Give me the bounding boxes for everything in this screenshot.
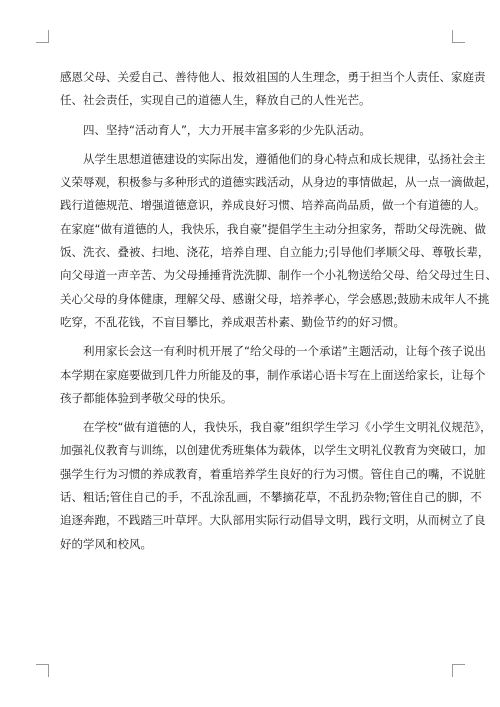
text-line: 追逐奔跑，不践踏三叶草坪。大队部用实际行动倡导文明，践行文明，从而树立了良 [60,513,486,528]
text-line: 吃穿，不乱花钱，不盲目攀比，养成艰苦朴素、勤俭节约的好习惯。 [60,314,405,329]
paragraph [60,340,486,410]
text-line: 利用家长会这一有利时机开展了“给父母的一个承诺”主题活动，让每个孩子说出 [60,344,486,359]
text-line: 践行道德规范、增强道德意识，养成良好习惯、培养高尚品质，做一个有道德的人。 [60,198,486,213]
paragraph [60,148,497,334]
text-line: 义荣辱观，积极参与多种形式的道德实践活动，从身边的事情做起，从一点一滴做起， [60,175,497,190]
crop-mark-bottom-right [452,664,465,677]
text-line: 在学校“做有道德的人，我快乐，我自豪”组织学生学习《小学生文明礼仪规范》， [60,420,492,435]
text-line: 加强礼仪教育与训练，以创建优秀班集体为载体，以学生文明礼仪教育为突破口，加 [60,443,486,458]
crop-mark-bottom-left [36,664,49,677]
text-line: 任、社会责任，实现自己的道德人生，释放自己的人性光芒。 [60,93,371,108]
text-line: 强学生行为习惯的养成教育，着重培养学生良好的行为习惯。管住自己的嘴，不说脏 [60,466,486,481]
text-line: 本学期在家庭要做到几件力所能及的事，制作承诺心语卡写在上面送给家长，让每个 [60,367,486,382]
text-line: 话、粗话;管住自己的手，不乱涂乱画，不攀摘花草，不乱扔杂物;管住自己的脚，不 [60,490,482,505]
paragraph [60,416,492,556]
document-body [60,66,497,556]
crop-mark-top-left [36,30,49,43]
paragraph [60,119,444,142]
text-line: 四、坚持“活动育人”，大力开展丰富多彩的少先队活动。 [60,122,371,137]
text-line: 孩子都能体验到孝敬父母的快乐。 [60,390,233,405]
text-line: 关心父母的身体健康，理解父母、感谢父母，培养孝心，学会感恩;鼓励未成年人不挑 [60,291,490,306]
paragraph [60,66,486,113]
text-line: 饭、洗衣、叠被、扫地、浇花，培养自理、自立能力;引导他们孝顺父母、尊敬长辈， [60,245,490,260]
text-line: 在家庭“做有道德的人，我快乐，我自豪”提倡学生主动分担家务，帮助父母洗碗、做 [60,221,486,236]
text-line: 从学生思想道德建设的实际出发，遵循他们的身心特点和成长规律，弘扬社会主 [60,151,486,166]
text-line: 好的学风和校风。 [60,536,152,551]
text-line: 向父母道一声辛苦、为父母捶捶背洗洗脚、制作一个小礼物送给父母、给父母过生日、 [60,268,497,283]
text-line: 感恩父母、关爱自己、善待他人、报效祖国的人生理念，勇于担当个人责任、家庭责 [60,70,486,84]
crop-mark-top-right [452,30,465,43]
